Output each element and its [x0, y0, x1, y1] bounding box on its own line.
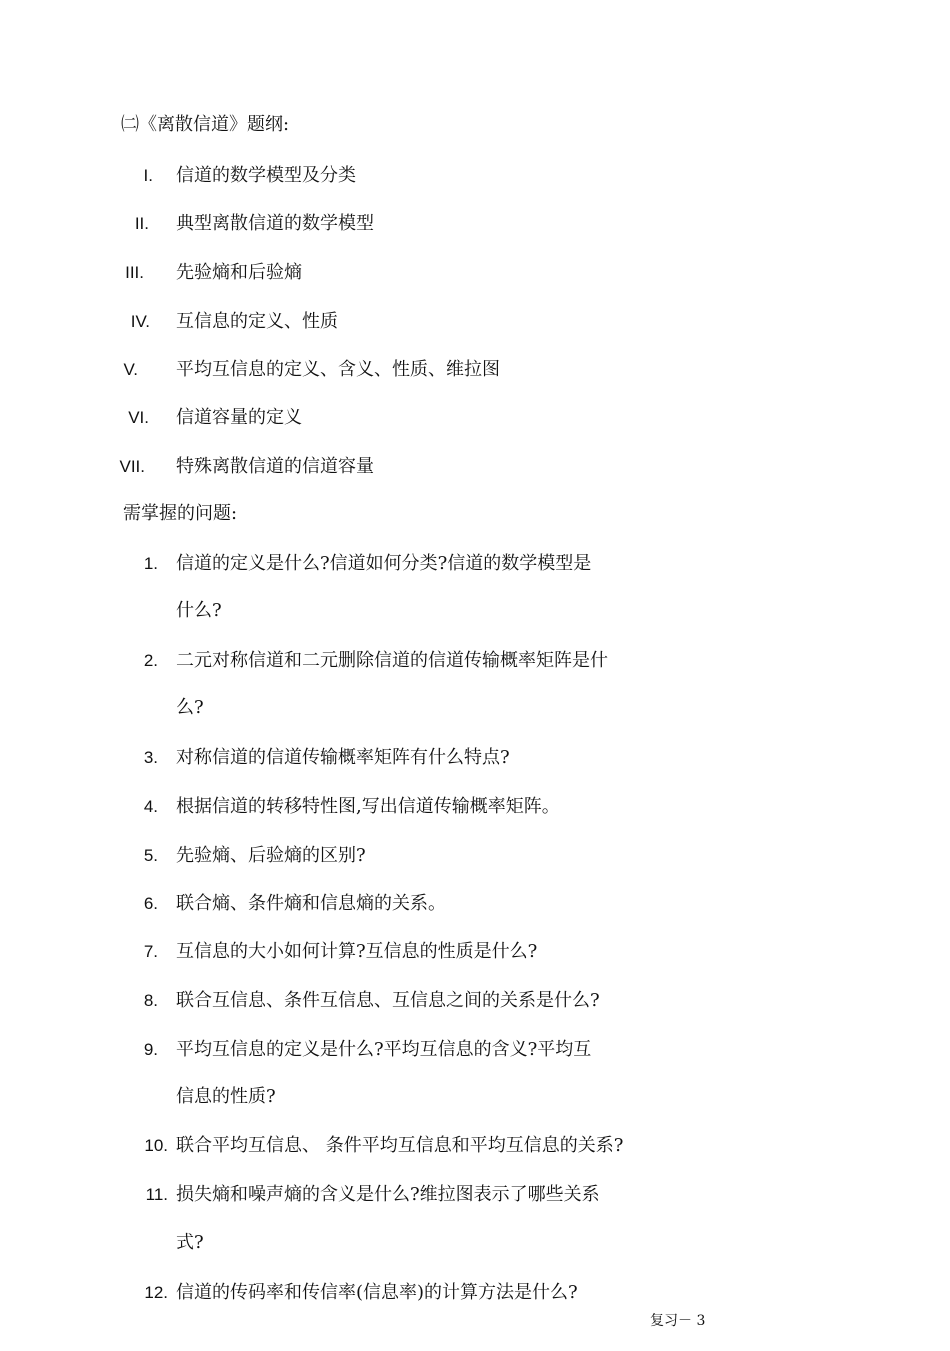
outline-item: 信道的数学模型及分类 — [176, 165, 356, 186]
question-line: 联合熵、条件熵和信息熵的关系。 — [176, 893, 446, 914]
outline-marker: I. — [143, 166, 153, 185]
question-line: 式? — [176, 1232, 204, 1253]
question-line: 么? — [176, 697, 204, 718]
page-footer: 复习－ 3 — [650, 1313, 706, 1329]
outline-marker: III. — [125, 263, 144, 282]
question-marker: 9. — [143, 1040, 158, 1059]
question-marker: 10. — [144, 1136, 168, 1155]
outline-item: 典型离散信道的数学模型 — [176, 213, 374, 234]
question-marker: 1. — [143, 554, 158, 573]
question-marker: 2. — [143, 651, 158, 670]
outline-marker: V. — [123, 360, 138, 379]
question-line: 对称信道的信道传输概率矩阵有什么特点? — [176, 747, 510, 768]
question-marker: 6. — [143, 894, 158, 913]
question-marker: 4. — [143, 797, 158, 816]
outline-item: 先验熵和后验熵 — [176, 262, 302, 283]
outline-item: 信道容量的定义 — [176, 407, 302, 428]
question-line: 信息的性质? — [176, 1086, 276, 1107]
outline-item: 互信息的定义、性质 — [176, 311, 338, 332]
outline-item: 平均互信息的定义、含义、性质、维拉图 — [176, 359, 500, 380]
question-line: 什么? — [176, 600, 222, 621]
question-line: 先验熵、后验熵的区别? — [176, 845, 366, 866]
question-line: 二元对称信道和二元删除信道的信道传输概率矩阵是什 — [176, 650, 608, 671]
section-title: ㈡《离散信道》题纲: — [121, 114, 290, 135]
outline-marker: IV. — [130, 312, 150, 331]
question-line: 根据信道的转移特性图,写出信道传输概率矩阵。 — [176, 796, 560, 817]
question-line: 联合平均互信息、 条件平均互信息和平均互信息的关系? — [176, 1135, 624, 1156]
question-marker: 8. — [143, 991, 158, 1010]
question-line: 互信息的大小如何计算?互信息的性质是什么? — [176, 941, 538, 962]
question-marker: 5. — [143, 846, 158, 865]
question-line: 联合互信息、条件互信息、互信息之间的关系是什么? — [176, 990, 600, 1011]
question-marker: 7. — [143, 942, 158, 961]
outline-marker: VII. — [119, 457, 145, 476]
outline-marker: II. — [134, 214, 149, 233]
questions-heading: 需掌握的问题: — [123, 503, 238, 524]
question-line: 平均互信息的定义是什么?平均互信息的含义?平均互 — [176, 1039, 592, 1060]
question-marker: 12. — [144, 1283, 168, 1302]
outline-item: 特殊离散信道的信道容量 — [176, 456, 374, 477]
question-marker: 3. — [143, 748, 158, 767]
question-line: 信道的传码率和传信率(信息率)的计算方法是什么? — [176, 1282, 578, 1303]
question-line: 损失熵和噪声熵的含义是什么?维拉图表示了哪些关系 — [176, 1184, 600, 1205]
question-marker: 11. — [145, 1185, 168, 1204]
outline-marker: VI. — [128, 408, 149, 427]
question-line: 信道的定义是什么?信道如何分类?信道的数学模型是 — [176, 553, 592, 574]
